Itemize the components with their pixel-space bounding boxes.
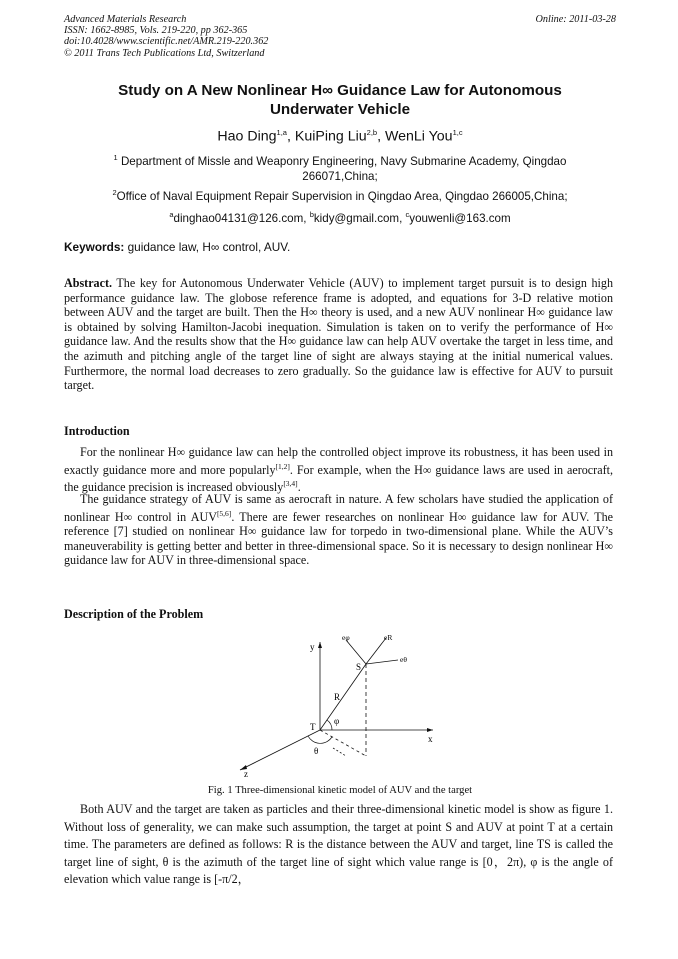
affiliation-line: Department of Missle and Weaponry Engineering, Navy Submarine Academy, Qingdao [120, 154, 567, 168]
email-list: $^a$dinghao04131@126.com, $^b$kidy@gmail.com, $^c$youwenli@163.com [169, 210, 511, 225]
label-theta: θ [314, 746, 319, 756]
intro-text: The guidance strategy of AUV is same as aerocraft in nature. A few scholars have studied the application of nonlinear H∞ control in AUV [64, 492, 613, 524]
email-sup: a [169, 210, 174, 219]
online-date: Online: 2011-03-28 [535, 14, 616, 25]
label-t: T [310, 722, 316, 732]
author-name: WenLi You [384, 128, 453, 145]
body-paragraph: Both AUV and the target are taken as particles and their three-dimensional kinetic model is show as figure 1. Without loss of generality, we can make such assumption, the target at point S and AUV at point T at a certain time. The parameters are defined as follows: R is the distance between the AUV and target, line TS is called the target line of sight, θ is the azimuth of the target line of sight which value range is [0，2π), φ is the angle of elevation which value range is [-π/2， [64, 802, 613, 887]
intro-text: . For example, when the H∞ guidance laws are used in aerocraft, the guidance precision is increased obviously [64, 462, 613, 495]
arrow-head [427, 728, 433, 732]
email-address[interactable]: dinghao04131@126.com [173, 211, 304, 225]
label-e-phi: eφ [342, 633, 350, 642]
intro-paragraph-2 [64, 492, 613, 568]
label-e-theta: eθ [400, 655, 407, 664]
affiliation-sup: 2 [112, 188, 117, 197]
affiliation-1 [64, 150, 616, 184]
copyright: © 2011 Trans Tech Publications Ltd, Switzerland [64, 47, 265, 59]
line-of-sight [320, 664, 366, 730]
section-heading-introduction: Introduction [64, 424, 130, 438]
email-sup: c [405, 210, 410, 219]
intro-text: . There are fewer researches on nonlinear H∞ guidance law for AUV. The reference [7] studied on nonlinear H∞ guidance law for torpedo in two-dimensional plane. While the AUV’s maneuverability is getting better and better in three-dimensional space. So it is necessary to design nonlinear H∞ guidance law for AUV in three-dimensional space. [64, 509, 613, 568]
phi-arc [327, 720, 332, 730]
citation: [1,2] [275, 461, 290, 471]
affiliation-line: Office of Naval Equipment Repair Supervision in Qingdao Area, Qingdao 266005,China; [116, 189, 568, 203]
keywords [64, 240, 290, 254]
label-y: y [310, 642, 315, 652]
theta-arc [308, 736, 332, 743]
keywords-label: Keywords: [64, 240, 125, 254]
e-phi-vector [346, 640, 366, 664]
email-address[interactable]: youwenli@163.com [409, 211, 511, 225]
title-line-1: Study on A New Nonlinear H∞ Guidance Law for Autonomous [118, 82, 562, 99]
issn: ISSN: 1662-8985, Vols. 219-220, pp 362-365 [64, 25, 248, 37]
projection-line [333, 748, 346, 756]
email-sup: b [309, 210, 314, 219]
citation: [5,6] [216, 508, 232, 518]
intro-text: For the nonlinear H∞ guidance law can help the controlled object improve its robustness, it has been used in exactly guidance more and more popularly [64, 445, 613, 477]
abstract-label: Abstract. [64, 276, 113, 290]
journal-header [64, 14, 616, 59]
affiliation-line: 266071,China; [302, 169, 378, 183]
label-phi: φ [334, 716, 340, 726]
intro-text: . [297, 480, 301, 495]
author-sup: 1,a [276, 128, 287, 137]
journal-name: Advanced Materials Research [64, 14, 187, 25]
label-r: R [334, 692, 341, 702]
author-name: KuiPing Liu [294, 128, 367, 145]
label-x: x [428, 734, 433, 744]
email-address[interactable]: kidy@gmail.com [313, 211, 400, 225]
author-sup: 1,c [452, 128, 463, 137]
label-s: S [356, 662, 362, 672]
figure-caption: Fig. 1 Three-dimensional kinetic model of AUV and the target [207, 785, 473, 796]
abstract-text: The key for Autonomous Underwater Vehicle (AUV) to implement target pursuit is to design high performance guidance law. The globose reference frame is adopted, and equations for 3-D relative motion between AUV and the target are built. Then the H∞ theory is used, and a new AUV nonlinear H∞ guidance law is obtained by solving Hamilton-Jacobi inequation. Simulation is taken on to verify the performance of H∞ guidance law. And the results show that the H∞ guidance law can help AUV overtake the target in less time, and the azimuth and pitching angle of the target line of sight are always staying at the initial numerical values. Furthermore, the normal load decreases to zero gradually. So the guidance law is effective for AUV to pursuit target. [64, 276, 613, 393]
affiliation-sup: 1 [113, 153, 118, 162]
e-r-vector [366, 638, 386, 664]
author-list: Hao Ding$^{1,a}$, KuiPing Liu$^{2,b}$, WenLi You$^{1,c}$ [217, 128, 463, 145]
doi: doi:10.4028/www.scientific.net/AMR.219-220.362 [64, 36, 269, 48]
abstract [64, 276, 613, 393]
section-heading-problem: Description of the Problem [64, 607, 204, 621]
paper-title [64, 82, 616, 119]
intro-paragraph-1 [64, 445, 613, 495]
affiliation-2 [64, 185, 616, 204]
author-name: Hao Ding [217, 128, 277, 145]
label-e-r: eR [384, 633, 393, 642]
keywords-text: guidance law, H∞ control, AUV. [127, 240, 291, 254]
citation: [3,4] [283, 479, 298, 489]
e-theta-vector [366, 660, 398, 664]
arrow-head [318, 642, 322, 648]
title-line-2: Underwater Vehicle [269, 100, 411, 118]
projection-line [320, 730, 366, 756]
label-z: z [244, 769, 248, 779]
kinetic-model-figure [228, 632, 448, 782]
author-sup: 2,b [366, 128, 378, 137]
